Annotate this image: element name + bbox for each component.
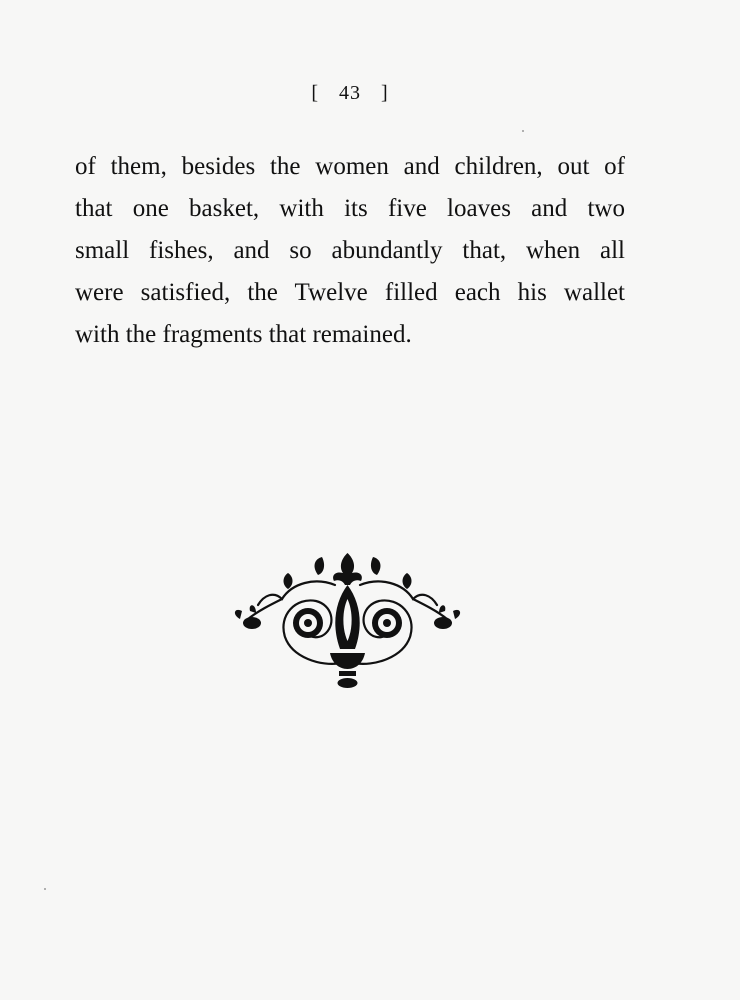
body-paragraph	[75, 146, 625, 356]
text-line: with the fragments that remained.	[75, 321, 412, 348]
text-line: small fishes, and so abundantly that, when all	[75, 237, 625, 264]
text-line: were satisfied, the Twelve filled each his wallet	[75, 279, 625, 306]
paper-speck	[44, 888, 46, 890]
text-line: that one basket, with its five loaves and two	[75, 195, 625, 222]
page-number: [ 43 ]	[311, 82, 389, 104]
text-line: of them, besides the women and children, out of	[75, 153, 625, 180]
paper-speck	[522, 130, 524, 132]
floral-fleuron-icon	[230, 545, 465, 695]
